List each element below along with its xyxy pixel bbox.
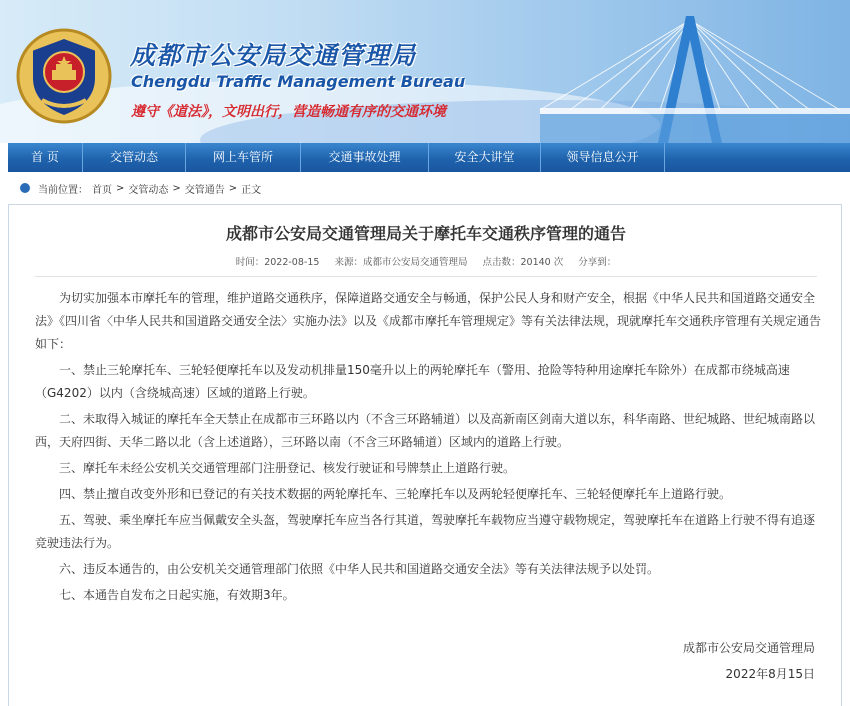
share-label[interactable]: 分享到： xyxy=(578,257,617,268)
location-icon xyxy=(20,183,30,193)
nav-home[interactable]: 首 页 xyxy=(8,143,83,172)
site-subtitle: Chengdu Traffic Management Bureau xyxy=(131,72,466,91)
site-slogan: 遵守《道法》，文明出行，营造畅通有序的交通环境 xyxy=(131,104,446,120)
nav-online-vehicle-office[interactable]: 网上车管所 xyxy=(186,143,301,172)
breadcrumb-home[interactable]: 首页 xyxy=(92,184,112,196)
article-source: 来源：成都市公安局交通管理局 xyxy=(334,257,468,268)
breadcrumb-current: 正文 xyxy=(241,184,262,196)
nav-leader-info[interactable]: 领导信息公开 xyxy=(541,143,665,172)
site-title: 成都市公安局交通管理局 xyxy=(130,41,417,70)
header-banner xyxy=(0,0,850,143)
article-hits: 点击数：20140 次 xyxy=(482,257,564,268)
article-date: 2022年8月15日 xyxy=(725,667,815,681)
article-title: 成都市公安局交通管理局关于摩托车交通秩序管理的通告 xyxy=(225,224,626,243)
nav-traffic-news[interactable]: 交管动态 xyxy=(83,143,186,172)
article-paragraph: 二、未取得入城证的摩托车全天禁止在成都市三环路以内（不含三环路辅道）以及高新南区剑南大道以东，科华南路、世纪城路、世纪城南路以西，天府四街、天华二路以北（含上述道路），三环路以南（不含三环路辅道）区域内的道路上行驶。 xyxy=(35,412,816,449)
nav-safety-lecture[interactable]: 安全大讲堂 xyxy=(429,143,541,172)
article-paragraph: 七、本通告自发布之日起实施，有效期3年。 xyxy=(59,588,295,602)
article-time: 时间：2022-08-15 xyxy=(235,257,320,268)
article-signature: 成都市公安局交通管理局 xyxy=(682,641,815,655)
article-paragraph: 五、驾驶、乘坐摩托车应当佩戴安全头盔，驾驶摩托车应当各行其道，驾驶摩托车载物应当遵守载物规定，驾驶摩托车在道路上行驶不得有追逐竞驶违法行为。 xyxy=(35,513,816,550)
article-paragraph: 为切实加强本市摩托车的管理，维护道路交通秩序，保障道路交通安全与畅通，保护公民人身和财产安全，根据《中华人民共和国道路交通安全法》《四川省〈中华人民共和国道路交通安全法〉实施办法》以及《成都市摩托车管理规定》等有关法律法规，现就摩托车交通秩序管理有关规定通告如下： xyxy=(35,291,822,351)
breadcrumb xyxy=(8,177,850,199)
article-body xyxy=(35,287,821,607)
nav-filler xyxy=(665,143,850,172)
article-paragraph: 三、摩托车未经公安机关交通管理部门注册登记、核发行驶证和号牌禁止上道路行驶。 xyxy=(59,461,516,475)
bridge-illustration xyxy=(540,0,850,143)
article-meta xyxy=(9,254,843,268)
main-nav xyxy=(8,143,850,172)
article-signature-block xyxy=(683,635,815,687)
divider xyxy=(35,276,817,277)
article-box xyxy=(8,204,842,706)
breadcrumb-label: 当前位置： xyxy=(38,184,88,196)
article-paragraph: 六、违反本通告的，由公安机关交通管理部门依照《中华人民共和国道路交通安全法》等有关法律法规予以处罚。 xyxy=(59,562,660,576)
police-emblem-icon xyxy=(14,26,114,126)
article-paragraph: 一、禁止三轮摩托车、三轮轻便摩托车以及发动机排量150毫升以上的两轮摩托车（警用、抢险等特种用途摩托车除外）在成都市绕城高速（G4202）以内（含绕城高速）区域的道路上行驶。 xyxy=(35,363,790,400)
breadcrumb-traffic-news[interactable]: 交管动态 xyxy=(128,184,169,196)
article-paragraph: 四、禁止擅自改变外形和已登记的有关技术数据的两轮摩托车、三轮摩托车以及两轮轻便摩托车、三轮轻便摩托车上道路行驶。 xyxy=(59,487,732,501)
nav-accident-handling[interactable]: 交通事故处理 xyxy=(301,143,429,172)
breadcrumb-separator: > xyxy=(228,182,238,194)
breadcrumb-separator: > xyxy=(116,182,125,194)
breadcrumb-notices[interactable]: 交管通告 xyxy=(184,184,225,196)
breadcrumb-separator: > xyxy=(172,182,181,194)
